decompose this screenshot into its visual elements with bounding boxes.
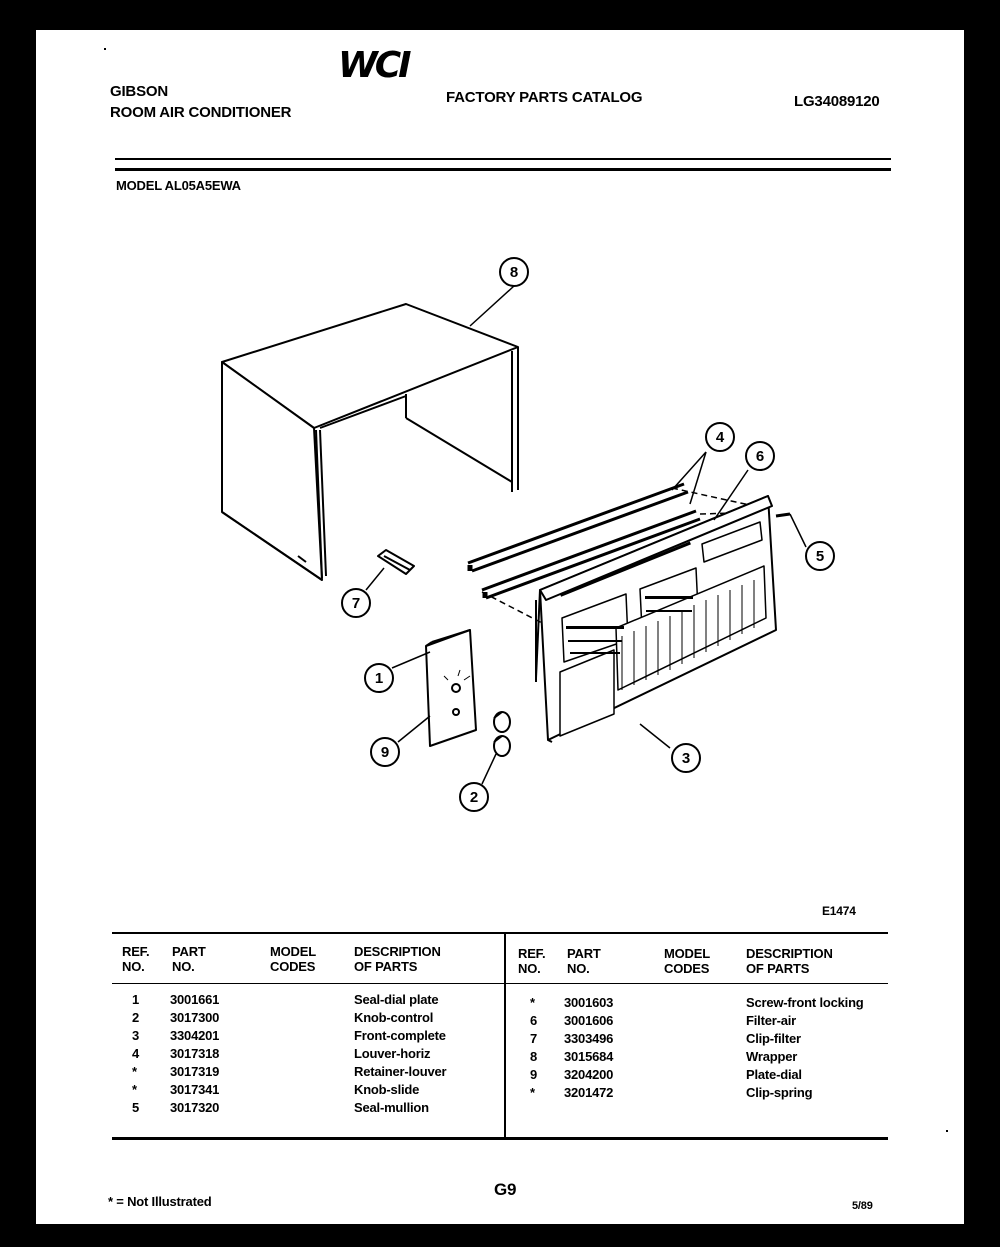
table-cell: Louver-horiz — [354, 1046, 431, 1061]
table-cell: 3001661 — [170, 992, 220, 1007]
table-column-divider — [504, 934, 506, 1140]
product-name: ROOM AIR CONDITIONER — [110, 104, 292, 121]
table-cell: 9 — [530, 1067, 538, 1082]
header-part-left: PART NO. — [172, 944, 206, 974]
header-desc-left: DESCRIPTION OF PARTS — [354, 944, 441, 974]
wrapper-part — [222, 304, 518, 580]
catalog-title: FACTORY PARTS CATALOG — [446, 89, 643, 106]
table-cell: 4 — [132, 1046, 140, 1061]
table-cell: 3015684 — [564, 1049, 614, 1064]
table-rule-top — [112, 932, 888, 934]
callout-label: 9 — [380, 744, 390, 761]
catalog-number: LG34089120 — [794, 93, 880, 110]
callout-label: 5 — [815, 548, 825, 565]
table-cell: Retainer-louver — [354, 1064, 447, 1079]
table-cell: Screw-front locking — [746, 995, 864, 1010]
table-cell: 3201472 — [564, 1085, 614, 1100]
table-cell: Front-complete — [354, 1028, 446, 1043]
right-desc-column — [746, 994, 864, 1102]
right-ref-column — [530, 994, 537, 1102]
table-cell: 3017320 — [170, 1100, 220, 1115]
control-knobs-part — [494, 712, 510, 756]
table-cell: 2 — [132, 1010, 140, 1025]
header-desc-right: DESCRIPTION OF PARTS — [746, 946, 833, 976]
figure-id: E1474 — [822, 904, 856, 918]
table-rule-header — [112, 983, 888, 984]
table-cell: Knob-slide — [354, 1082, 420, 1097]
callout-label: 3 — [681, 750, 691, 767]
table-rule-bottom — [112, 1137, 888, 1140]
left-desc-column — [354, 991, 446, 1117]
model-number: MODEL AL05A5EWA — [116, 178, 241, 193]
table-cell: Seal-dial plate — [354, 992, 439, 1007]
scan-speck — [946, 1130, 948, 1132]
table-cell: 3303496 — [564, 1031, 614, 1046]
table-cell: Plate-dial — [746, 1067, 802, 1082]
header-ref-right: REF. NO. — [518, 946, 546, 976]
table-cell: 3017341 — [170, 1082, 220, 1097]
table-cell: Knob-control — [354, 1010, 434, 1025]
scan-speck — [104, 48, 106, 50]
not-illustrated-note: * = Not Illustrated — [108, 1194, 212, 1209]
table-cell: * — [530, 1085, 535, 1100]
table-cell: 3001606 — [564, 1013, 614, 1028]
table-cell: 3017300 — [170, 1010, 220, 1025]
callout-label: 1 — [374, 670, 384, 687]
table-cell: 3304201 — [170, 1028, 220, 1043]
callout-label: 6 — [755, 448, 765, 465]
table-cell: 8 — [530, 1049, 538, 1064]
table-cell: 3017319 — [170, 1064, 220, 1079]
callout-label: 2 — [469, 789, 479, 806]
table-cell: * — [132, 1064, 137, 1079]
wci-logo: WCI — [338, 45, 409, 86]
table-cell: 1 — [132, 992, 140, 1007]
header-ref-left: REF. NO. — [122, 944, 150, 974]
dial-plate-part — [426, 630, 476, 746]
header-part-right: PART NO. — [567, 946, 601, 976]
table-cell: Filter-air — [746, 1013, 797, 1028]
table-cell: * — [530, 995, 535, 1010]
table-cell: 3001603 — [564, 995, 614, 1010]
header-model-left: MODEL CODES — [270, 944, 316, 974]
table-cell: 5 — [132, 1100, 140, 1115]
table-cell: 3 — [132, 1028, 140, 1043]
callout-label: 8 — [509, 264, 519, 281]
page-label: G9 — [494, 1180, 517, 1199]
left-ref-column — [132, 991, 139, 1117]
table-cell: Clip-spring — [746, 1085, 813, 1100]
callout-label: 7 — [351, 595, 361, 612]
table-cell: 6 — [530, 1013, 538, 1028]
table-cell: 3204200 — [564, 1067, 614, 1082]
table-cell: Wrapper — [746, 1049, 798, 1064]
brand-name: GIBSON — [110, 83, 168, 100]
table-cell: * — [132, 1082, 137, 1097]
callout-label: 4 — [715, 429, 725, 446]
table-cell: Seal-mullion — [354, 1100, 429, 1115]
header-model-right: MODEL CODES — [664, 946, 710, 976]
table-cell: Clip-filter — [746, 1031, 801, 1046]
catalog-date: 5/89 — [852, 1200, 873, 1212]
left-part-column — [170, 991, 219, 1117]
right-part-column — [564, 994, 613, 1102]
table-cell: 3017318 — [170, 1046, 220, 1061]
table-cell: 7 — [530, 1031, 538, 1046]
clip-filter-part — [378, 550, 414, 574]
